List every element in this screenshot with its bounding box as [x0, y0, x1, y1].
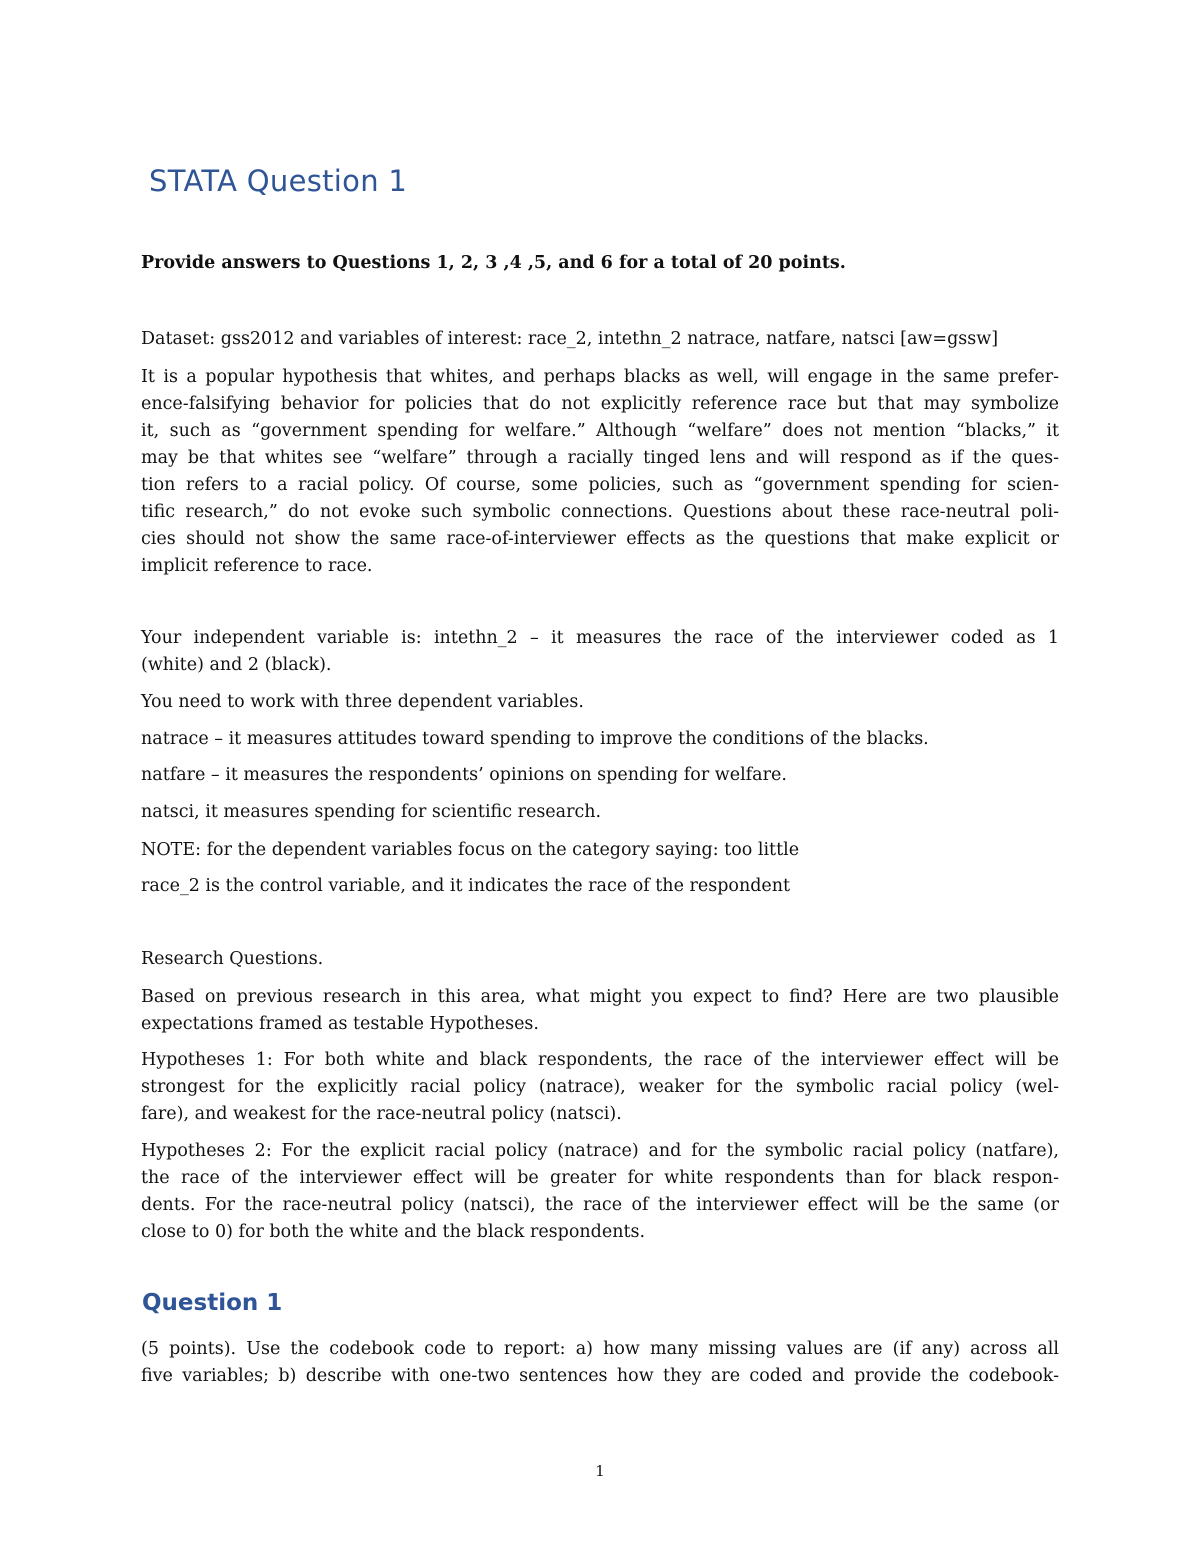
instruction-line: Provide answers to Questions 1, 2, 3 ,4 ,5, and 6 for a total of 20 points. — [141, 253, 846, 273]
hypothesis-1-paragraph — [141, 1047, 1059, 1128]
note-line: NOTE: for the dependent variables focus on the category saying: too little — [141, 840, 800, 860]
paragraph-line: cies should not show the same race-of-interviewer effects as the questions that make explicit or — [141, 529, 1059, 549]
paragraph-line: dents. For the race-neutral policy (natsci), the race of the interviewer effect will be the same (or — [141, 1195, 1059, 1215]
hypothesis-paragraph — [141, 364, 1059, 580]
dataset-line: Dataset: gss2012 and variables of interest: race_2, intethn_2 natrace, natfare, natsci [aw=gssw] — [141, 329, 999, 349]
paragraph-line: may be that whites see “welfare” through a racially tinged lens and will respond as if the ques- — [141, 448, 1059, 468]
paragraph-line: expectations framed as testable Hypotheses. — [141, 1014, 539, 1034]
question-1-paragraph — [141, 1336, 1059, 1390]
paragraph-line: It is a popular hypothesis that whites, and perhaps blacks as well, will engage in the same prefer- — [141, 367, 1059, 387]
document-title: STATA Question 1 — [149, 164, 408, 198]
paragraph-line: Your independent variable is: intethn_2 – it measures the race of the interviewer coded as 1 — [141, 628, 1059, 648]
independent-variable-paragraph — [141, 625, 1059, 679]
natrace-line: natrace – it measures attitudes toward spending to improve the conditions of the blacks. — [141, 729, 929, 749]
paragraph-line: Hypotheses 2: For the explicit racial policy (natrace) and for the symbolic racial policy (natfare), — [141, 1141, 1059, 1161]
page-number: 1 — [595, 1462, 605, 1480]
paragraph-line: five variables; b) describe with one-two sentences how they are coded and provide the codebook- — [141, 1366, 1059, 1386]
dependent-intro-line: You need to work with three dependent variables. — [141, 692, 584, 712]
paragraph-line: Hypotheses 1: For both white and black respondents, the race of the interviewer effect will be — [141, 1050, 1059, 1070]
natsci-line: natsci, it measures spending for scientific research. — [141, 802, 602, 822]
paragraph-line: close to 0) for both the white and the black respondents. — [141, 1222, 646, 1242]
paragraph-line: Based on previous research in this area, what might you expect to find? Here are two plausible — [141, 987, 1059, 1007]
natfare-line: natfare – it measures the respondents’ opinions on spending for welfare. — [141, 765, 787, 785]
paragraph-line: ence-falsifying behavior for policies that do not explicitly reference race but that may symbolize — [141, 394, 1059, 414]
paragraph-line: strongest for the explicitly racial policy (natrace), weaker for the symbolic racial policy (wel- — [141, 1077, 1059, 1097]
paragraph-line: tion refers to a racial policy. Of course, some policies, such as “government spending for scien- — [141, 475, 1059, 495]
control-variable-line: race_2 is the control variable, and it indicates the race of the respondent — [141, 876, 791, 896]
hypothesis-2-paragraph — [141, 1138, 1059, 1246]
paragraph-line: tific research,” do not evoke such symbolic connections. Questions about these race-neutral poli- — [141, 502, 1059, 522]
expectations-paragraph — [141, 984, 1059, 1038]
paragraph-line: fare), and weakest for the race-neutral policy (natsci). — [141, 1104, 622, 1124]
research-questions-label: Research Questions. — [141, 949, 324, 969]
paragraph-line: the race of the interviewer effect will be greater for white respondents than for black respon- — [141, 1168, 1059, 1188]
paragraph-line: implicit reference to race. — [141, 556, 373, 576]
paragraph-line: (5 points). Use the codebook code to report: a) how many missing values are (if any) across all — [141, 1339, 1059, 1359]
paragraph-line: it, such as “government spending for welfare.” Although “welfare” does not mention “blacks,” it — [141, 421, 1059, 441]
question-1-heading: Question 1 — [142, 1290, 283, 1316]
paragraph-line: (white) and 2 (black). — [141, 655, 332, 675]
